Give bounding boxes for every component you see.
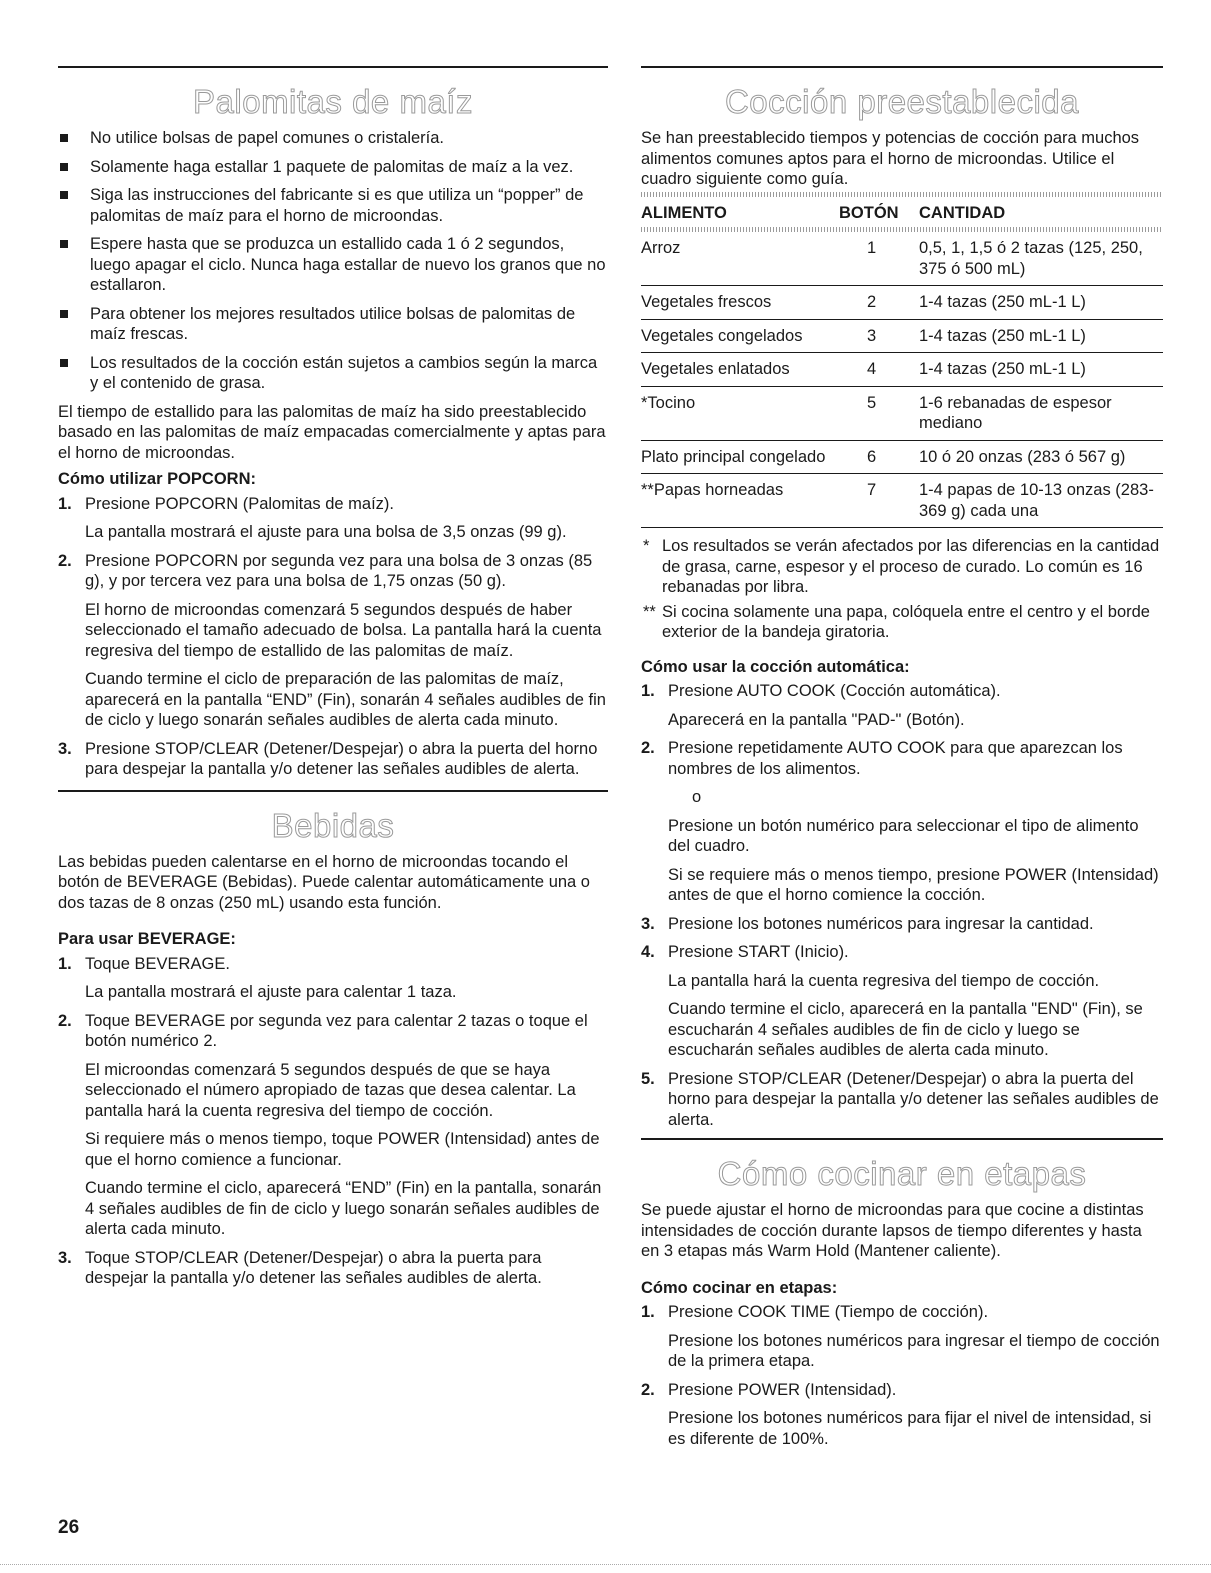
table-cell-food: Plato principal congelado [641,440,839,474]
step-text: Presione POPCORN por segunda vez para una bolsa de 3 onzas (85 g), y por tercera vez para una bolsa de 1,75 onzas (50 g). [85,551,593,590]
section-rule [58,66,608,68]
table-cell-food: Vegetales frescos [641,286,839,320]
beverage-intro: Las bebidas pueden calentarse en el horno de microondas tocando el botón de BEVERAGE (Bebidas). Puede calentar automáticamente una o dos tazas de 8 onzas (250 mL) usando esta función. [58,852,590,912]
table-cell-pad: 3 [839,319,919,353]
step-text: Presione POPCORN (Palomitas de maíz). [85,494,395,513]
step-number: 2. [641,739,655,757]
section-rule [641,66,1163,68]
autocook-steps [641,681,1163,1130]
step-item [58,954,608,1003]
footnote-text: Los resultados se verán afectados por las diferencias en la cantidad de grasa, carne, espesor y el proceso de curado. Lo común es 16 rebanadas por libra. [662,537,1160,596]
table-cell-pad: 6 [839,440,919,474]
step-number: 4. [641,943,655,961]
popcorn-bullets [58,128,608,394]
step-detail: Presione los botones numéricos para ingresar el tiempo de cocción de la primera etapa. [668,1331,1160,1370]
table-header-pad: BOTÓN [839,203,899,222]
beverage-howto-heading: Para usar BEVERAGE: [58,930,236,948]
bottom-edge-line [0,1564,1211,1565]
step-detail: Presione un botón numérico para seleccionar el tipo de alimento del cuadro. [668,816,1139,855]
table-cell-pad: 7 [867,481,877,499]
step-number: 1. [58,494,72,513]
table-header-row [641,201,1163,228]
bullet-item [58,157,608,178]
table-cell-pad: 2 [839,286,919,320]
step-text: Toque STOP/CLEAR (Detener/Despejar) o abra la puerta para despejar la pantalla y/o detener las señales audibles de alerta. [85,1248,542,1287]
table-bottom-rule [641,527,1163,528]
step-detail: Presione los botones numéricos para fijar el nivel de intensidad, si es diferente de 100%. [668,1409,1152,1448]
table-cell-food: Vegetales enlatados [641,353,839,387]
step-text: Presione AUTO COOK (Cocción automática). [668,682,1001,700]
step-item [641,681,1163,730]
footnote [641,536,1163,598]
step-item [641,942,1163,1061]
popcorn-steps [58,494,608,780]
section-rule [641,1138,1163,1140]
step-number: 3. [641,914,655,933]
popcorn-section-title: Palomitas de maíz [193,83,473,120]
step-detail: El microondas comenzará 5 segundos después de que se haya seleccionado el número apropiado de tazas que desea calentar. La pantalla hará la cuenta regresiva del tiempo de cocción. [85,1060,576,1120]
stages-howto-heading: Cómo cocinar en etapas: [641,1278,838,1297]
bullet-square-icon [60,191,68,199]
table-cell-quantity: 1-4 tazas (250 mL-1 L) [919,319,1163,353]
step-number: 3. [58,739,72,758]
preset-intro: Se han preestablecido tiempos y potencias de cocción para muchos alimentos comunes aptos para el horno de microondas. Utilice el cuadro siguiente como guía. [641,129,1140,188]
step-text: Presione START (Inicio). [668,943,849,961]
table-row [641,353,1163,387]
section-rule [58,790,608,792]
step-text: Presione COOK TIME (Tiempo de cocción). [668,1303,989,1321]
table-hatch-top [641,192,1163,197]
table-row [641,386,1163,440]
table-cell-quantity: 10 ó 20 onzas (283 ó 567 g) [919,440,1163,474]
step-or: o [692,788,702,806]
autocook-howto-heading: Cómo usar la cocción automática: [641,657,910,676]
step-number: 5. [641,1069,655,1088]
left-column [58,66,608,1297]
footnote-text: Si cocina solamente una papa, colóquela entre el centro y el borde exterior de la bandeja giratoria. [662,602,1150,641]
bullet-item [58,353,608,394]
footnote [641,602,1163,643]
step-detail: La pantalla hará la cuenta regresiva del tiempo de cocción. [668,971,1100,990]
bullet-square-icon [60,240,68,248]
beverage-section-title: Bebidas [271,806,395,844]
step-text: Toque BEVERAGE por segunda vez para calentar 2 tazas o toque el botón numérico 2. [85,1011,588,1050]
step-number: 3. [58,1248,72,1267]
step-item [641,1302,1163,1372]
beverage-steps [58,954,608,1289]
bullet-item [58,128,608,149]
table-cell-quantity: 0,5, 1, 1,5 ó 2 tazas (125, 250, 375 ó 500 mL) [919,232,1163,286]
step-detail: El horno de microondas comenzará 5 segundos después de haber seleccionado el tamaño adecuado de bolsa. La pantalla hará la cuenta regresiva del tiempo de estallido de las palomitas de maíz. [85,600,602,660]
footnote-mark: ** [643,602,656,621]
step-text: Presione repetidamente AUTO COOK para que aparezcan los nombres de los alimentos. [668,739,1123,778]
step-detail: La pantalla mostrará el ajuste para una bolsa de 3,5 onzas (99 g). [85,523,567,541]
step-item [641,914,1163,935]
step-number: 2. [58,1011,72,1030]
step-item [58,1248,608,1289]
step-number: 2. [641,1380,655,1399]
step-number: 1. [641,682,655,700]
bullet-text: Los resultados de la cocción están sujetos a cambios según la marca y el contenido de grasa. [90,353,598,392]
table-cell-pad: 4 [839,353,919,387]
step-number: 2. [58,551,72,570]
bullet-item [58,185,608,226]
bullet-text: Espere hasta que se produzca un estallido cada 1 ó 2 segundos, luego apagar el ciclo. Nunca haga estallar de nuevo los granos que no estallaron. [90,235,606,294]
popcorn-intro: El tiempo de estallido para las palomitas de maíz ha sido preestablecido basado en las palomitas de maíz empacadas comercialmente y aptas para el horno de microondas. [58,402,606,462]
step-detail: La pantalla mostrará el ajuste para calentar 1 taza. [85,983,457,1001]
table-cell-quantity: 1-4 tazas (250 mL-1 L) [919,286,1163,320]
table-cell-food: Vegetales congelados [641,319,839,353]
table-header-quantity: CANTIDAD [919,203,1006,222]
bullet-square-icon [60,163,68,171]
bullet-square-icon [60,359,68,367]
step-item [58,494,608,543]
bullet-text: No utilice bolsas de papel comunes o cristalería. [90,129,445,147]
step-item [641,1069,1163,1131]
table-row [641,232,1163,286]
bullet-square-icon [60,310,68,318]
preset-section-title: Cocción preestablecida [724,83,1080,120]
table-cell-food: *Tocino [641,386,839,440]
step-number: 1. [58,954,72,973]
bullet-item [58,234,608,296]
bullet-text: Siga las instrucciones del fabricante si es que utiliza un “popper” de palomitas de maíz para el horno de microondas. [90,186,584,225]
step-text: Toque BEVERAGE. [85,954,230,973]
bullet-text: Para obtener los mejores resultados utilice bolsas de palomitas de maíz frescas. [90,304,576,343]
stages-steps [641,1302,1163,1449]
step-text: Presione STOP/CLEAR (Detener/Despejar) o abra la puerta del horno para despejar la pantalla y/o detener las señales audibles de alerta. [668,1069,1159,1129]
table-cell-food: Arroz [641,232,839,286]
step-item [641,1380,1163,1450]
bullet-item [58,304,608,345]
step-number: 1. [641,1303,655,1321]
bullet-text: Solamente haga estallar 1 paquete de palomitas de maíz a la vez. [90,157,574,176]
step-detail: Si se requiere más o menos tiempo, presione POWER (Intensidad) antes de que el horno comience la cocción. [668,865,1159,904]
step-item [58,739,608,780]
stages-intro: Se puede ajustar el horno de microondas para que cocine a distintas intensidades de cocción durante lapsos de tiempo diferentes y hasta en 3 etapas más Warm Hold (Mantener caliente). [641,1201,1144,1260]
table-footnotes [641,536,1163,643]
step-item [58,551,608,731]
step-item [58,1011,608,1240]
step-detail: Cuando termine el ciclo de preparación de las palomitas de maíz, aparecerá en la pantalla “END” (Fin), sonarán 4 señales audibles de fin de ciclo y luego sonarán señales audibles de alerta cada minuto. [85,670,606,729]
right-column [641,66,1163,1457]
table-row [641,319,1163,353]
step-detail: Cuando termine el ciclo, aparecerá “END” (Fin) en la pantalla, sonarán 4 señales audibles de fin de ciclo y luego sonarán señales audibles de alerta cada minuto. [85,1179,602,1238]
footnote-mark: * [643,537,650,555]
table-cell-pad: 5 [839,386,919,440]
stages-section-title: Cómo cocinar en etapas [717,1155,1087,1192]
step-detail: Si requiere más o menos tiempo, toque POWER (Intensidad) antes de que el horno comience a funcionar. [85,1130,600,1169]
page-number: 26 [58,1517,80,1538]
table-header-food: ALIMENTO [641,203,727,222]
popcorn-howto-heading: Cómo utilizar POPCORN: [58,470,257,488]
table-row [641,440,1163,474]
step-text: Presione STOP/CLEAR (Detener/Despejar) o abra la puerta del horno para despejar la pantalla y/o detener las señales audibles de alerta. [85,739,598,778]
step-text: Presione los botones numéricos para ingresar la cantidad. [668,914,1094,933]
step-item [641,738,1163,906]
step-text: Presione POWER (Intensidad). [668,1380,897,1399]
table-row [641,286,1163,320]
preset-food-table [641,201,1163,528]
table-cell-quantity: 1-4 papas de 10-13 onzas (283-369 g) cada una [919,481,1154,520]
table-cell-quantity: 1-6 rebanadas de espesor mediano [919,386,1163,440]
table-cell-quantity: 1-4 tazas (250 mL-1 L) [919,353,1163,387]
step-detail: Cuando termine el ciclo, aparecerá en la pantalla "END" (Fin), se escucharán 4 señales audibles de fin de ciclo y luego se escucharán señales audibles de alerta cada minuto. [668,1000,1143,1059]
table-cell-pad: 1 [839,232,919,286]
step-detail: Aparecerá en la pantalla "PAD-" (Botón). [668,710,965,729]
table-row [641,474,1163,528]
table-cell-food: **Papas horneadas [641,481,784,499]
bullet-square-icon [60,134,68,142]
